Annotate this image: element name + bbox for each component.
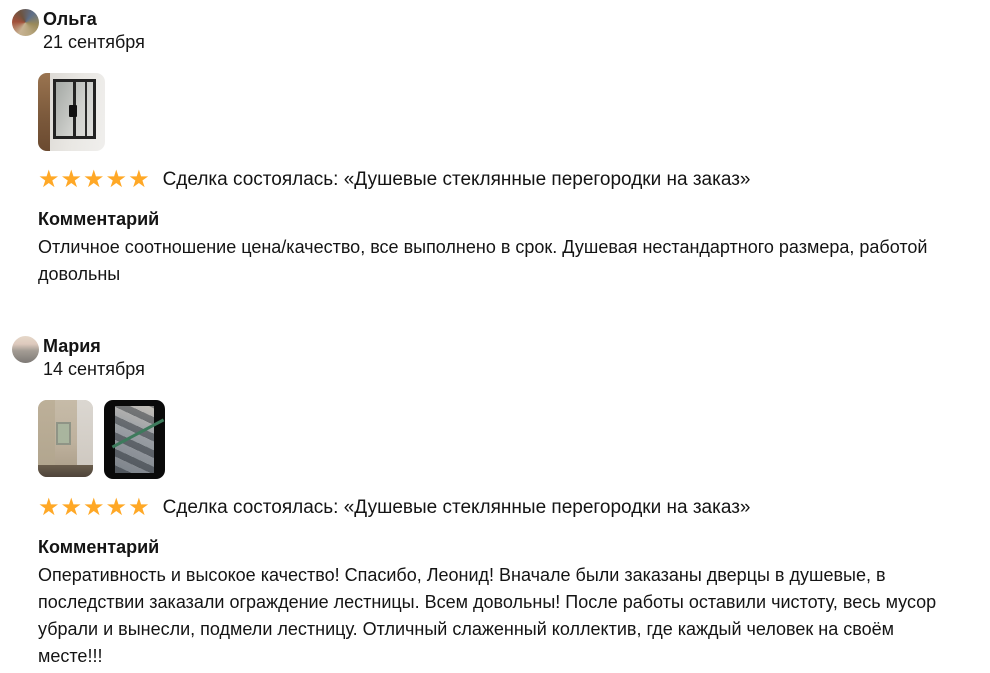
staircase-hall-photo[interactable]: [38, 400, 93, 477]
review-body: [38, 73, 990, 288]
comment-text: Оперативность и высокое качество! Спасибо, Леонид! Вначале были заказаны дверцы в душевые, в последствии заказали ограждение лестницы. Всем довольны! После работы оставили чистоту, весь мусор убрали и вынесли, подмели лестницу. Отличный слаженный коллектив, где каждый человек на своём месте!!!: [38, 565, 937, 666]
deal-status-text: Сделка состоялась: «Душевые стеклянные перегородки на заказ»: [162, 169, 751, 190]
glass-enclosure: [53, 79, 96, 139]
dark-floor: [38, 465, 93, 477]
review-date: 21 сентября: [43, 32, 145, 52]
review-header: [12, 8, 990, 53]
comment-label: Комментарий: [38, 537, 160, 557]
review-body: [38, 400, 990, 670]
star-icon: ★: [83, 493, 106, 521]
reviewer-name: Мария: [43, 336, 101, 356]
reviewer-info: [43, 335, 145, 380]
reviewer-name: Ольга: [43, 9, 97, 29]
star-rating: [38, 165, 151, 193]
star-rating: [38, 493, 151, 521]
video-frame: [115, 406, 154, 473]
stair-glass-railing-video[interactable]: [104, 400, 165, 479]
star-icon: ★: [38, 493, 61, 521]
reviewer-avatar: [12, 336, 39, 363]
glass-panel: [56, 422, 71, 445]
rating-row: [38, 495, 990, 520]
star-icon: ★: [83, 165, 106, 193]
star-icon: ★: [128, 165, 151, 193]
glass-railing-edge: [112, 419, 165, 449]
rating-row: [38, 167, 990, 192]
comment-label: Комментарий: [38, 209, 160, 229]
star-icon: ★: [60, 165, 84, 193]
glass-frame-line: [85, 82, 87, 136]
star-icon: ★: [128, 493, 151, 521]
review-photos: [38, 400, 990, 479]
reviewer-info: [43, 8, 145, 53]
star-icon: ★: [105, 493, 129, 521]
review-header: [12, 335, 990, 380]
star-icon: ★: [38, 165, 61, 193]
comment-text: Отличное соотношение цена/качество, все выполнено в срок. Душевая нестандартного размера, работой довольны: [38, 237, 928, 284]
shower-enclosure-photo[interactable]: [38, 73, 105, 151]
reviewer-avatar: [12, 9, 39, 36]
star-icon: ★: [105, 165, 129, 193]
door-handle: [69, 105, 77, 117]
review-photos: [38, 73, 990, 151]
review-date: 14 сентября: [43, 359, 145, 379]
review-card: [12, 335, 990, 670]
star-icon: ★: [60, 493, 84, 521]
white-door: [77, 400, 94, 466]
review-card: [12, 8, 990, 288]
wood-door-edge: [38, 73, 50, 151]
deal-status-text: Сделка состоялась: «Душевые стеклянные перегородки на заказ»: [162, 497, 751, 518]
